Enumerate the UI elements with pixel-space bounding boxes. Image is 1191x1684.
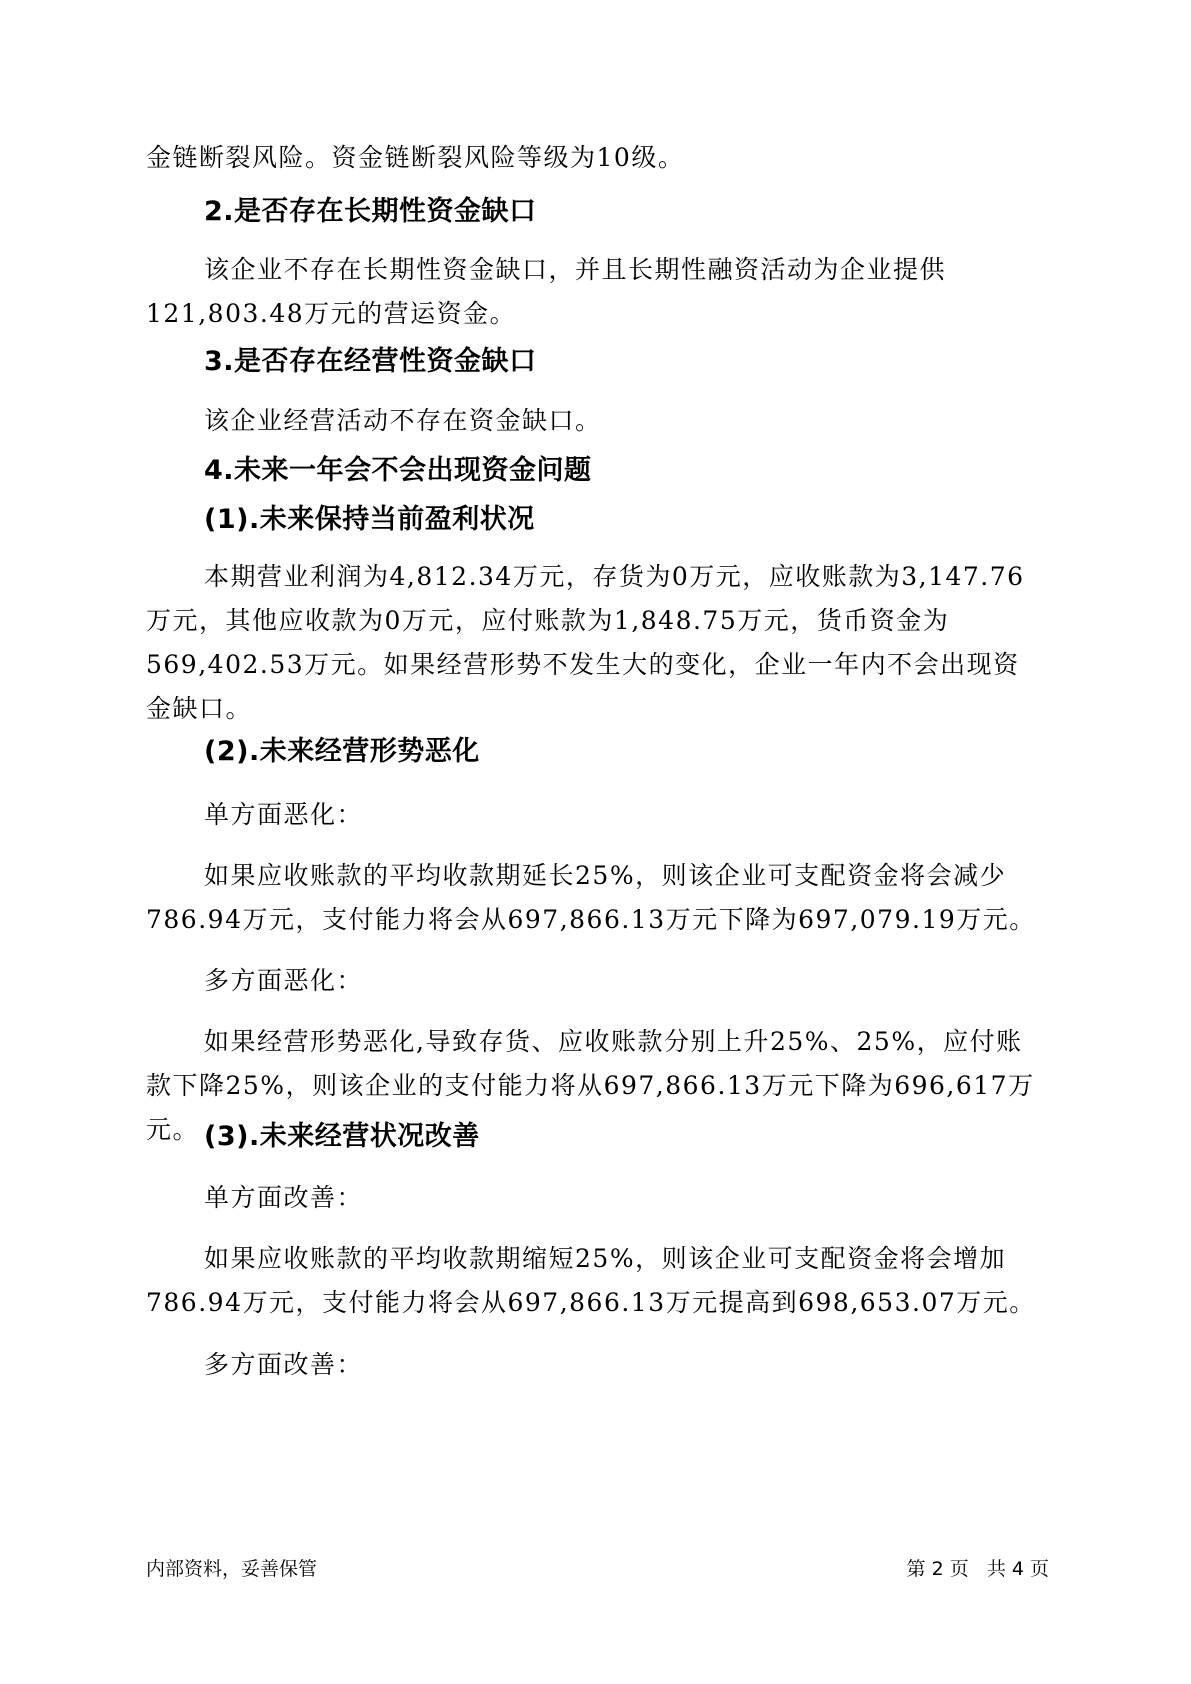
paragraph-operating-gap: 该企业经营活动不存在资金缺口。	[204, 406, 602, 435]
paragraph-long-term-gap: 该企业不存在长期性资金缺口，并且长期性融资活动为企业提供121,803.48万元的营运资金。	[146, 255, 947, 328]
paragraph-single-worsen-label: 单方面恶化：	[204, 800, 364, 829]
paragraph-single-improve-label: 单方面改善：	[204, 1183, 364, 1212]
paragraph-multi-worsen-label: 多方面恶化：	[204, 966, 364, 995]
footer-page-number: 第 2 页 共 4 页	[906, 1558, 1049, 1580]
paragraph-single-improve: 如果应收账款的平均收款期缩短25%，则该企业可支配资金将会增加786.94万元，支付能力将会从697,866.13万元提高到698,653.07万元。	[146, 1244, 1036, 1317]
heading-long-term-gap: 2.是否存在长期性资金缺口	[204, 196, 537, 227]
paragraph-keep-profit: 本期营业利润为4,812.34万元，存货为0万元，应收账款为3,147.76万元，其他应收款为0万元，应付账款为1,848.75万元，货币资金为569,402.53万元。如果经营形势不发生大的变化，企业一年内不会出现资金缺口。	[146, 562, 1025, 723]
paragraph-single-worsen: 如果应收账款的平均收款期延长25%，则该企业可支配资金将会减少786.94万元，支付能力将会从697,866.13万元下降为697,079.19万元。	[146, 861, 1036, 934]
heading-next-year: 4.未来一年会不会出现资金问题	[204, 455, 592, 486]
heading-keep-profit: (1).未来保持当前盈利状况	[204, 504, 535, 535]
heading-improve: (3).未来经营状况改善	[204, 1121, 480, 1152]
paragraph-risk-level: 金链断裂风险。资金链断裂风险等级为10级。	[146, 143, 685, 172]
paragraph-multi-improve-label: 多方面改善：	[204, 1350, 364, 1379]
heading-worsen: (2).未来经营形势恶化	[204, 736, 480, 767]
footer-confidential: 内部资料，妥善保管	[146, 1558, 318, 1580]
heading-operating-gap: 3.是否存在经营性资金缺口	[204, 346, 537, 377]
paragraph-multi-worsen: 如果经营形势恶化,导致存货、应收账款分别上升25%、25%，应付账款下降25%，则该企业的支付能力将从697,866.13万元下降为696,617万元。	[146, 1027, 1035, 1144]
